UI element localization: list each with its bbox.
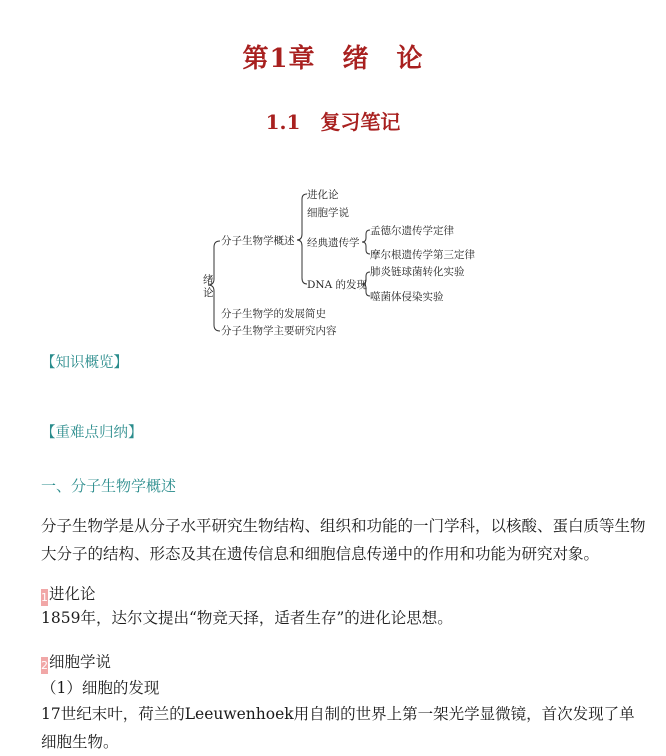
mindmap-branch-content: 分子生物学主要研究内容	[221, 325, 337, 337]
brace-classic	[362, 230, 370, 254]
mindmap-item-morgan: 摩尔根遗传学第三定律	[370, 249, 475, 261]
paragraph-definition: 分子生物学是从分子水平研究生物结构、组织和功能的一门学科，以核酸、蛋白质等生物大分子的结构、形态及其在遗传信息和细胞信息传递中的作用和功能为研究对象。	[41, 517, 646, 563]
mindmap-item-dna: DNA 的发现	[307, 279, 368, 291]
mindmap-item-phage: 噬菌体侵染实验	[370, 291, 444, 303]
item-evolution-text: 1859年，达尔文提出“物竞天择，适者生存”的进化论思想。	[41, 609, 453, 627]
mindmap-item-cell: 细胞学说	[307, 207, 349, 219]
item-cell-heading	[41, 648, 111, 676]
chapter-title: 第1章 绪 论	[242, 44, 424, 74]
brace-overview	[297, 194, 307, 284]
item-number-badge: 1	[41, 591, 48, 604]
item-number-badge: 2	[41, 659, 48, 672]
mindmap-root-char2: 论	[203, 287, 214, 299]
heading-knowledge-overview: 【知识概览】	[41, 355, 128, 371]
item-cell-text: 17世纪末叶，荷兰的Leeuwenhoek用自制的世界上第一架光学显微镜，首次发现了单细胞生物。	[41, 705, 635, 751]
subheading-overview: 一、分子生物学概述	[41, 477, 177, 495]
mindmap-item-mendel: 孟德尔遗传学定律	[370, 225, 454, 237]
heading-key-points: 【重难点归纳】	[41, 425, 143, 441]
item-title: 细胞学说	[49, 653, 112, 671]
mindmap-item-pneumo: 肺炎链球菌转化实验	[370, 266, 465, 278]
mindmap-item-evolution: 进化论	[307, 189, 339, 201]
mindmap-branch-history: 分子生物学的发展简史	[221, 308, 326, 320]
mindmap-root-char1: 绪	[203, 274, 214, 286]
item-title: 进化论	[49, 585, 96, 603]
mindmap-item-classic: 经典遗传学	[307, 237, 360, 249]
knowledge-mindmap	[0, 180, 666, 345]
mindmap-branch-overview: 分子生物学概述	[221, 235, 295, 247]
section-title: 1.1 复习笔记	[265, 110, 401, 134]
item-cell-subheading: （1）细胞的发现	[41, 679, 160, 697]
brace-root	[208, 241, 220, 331]
